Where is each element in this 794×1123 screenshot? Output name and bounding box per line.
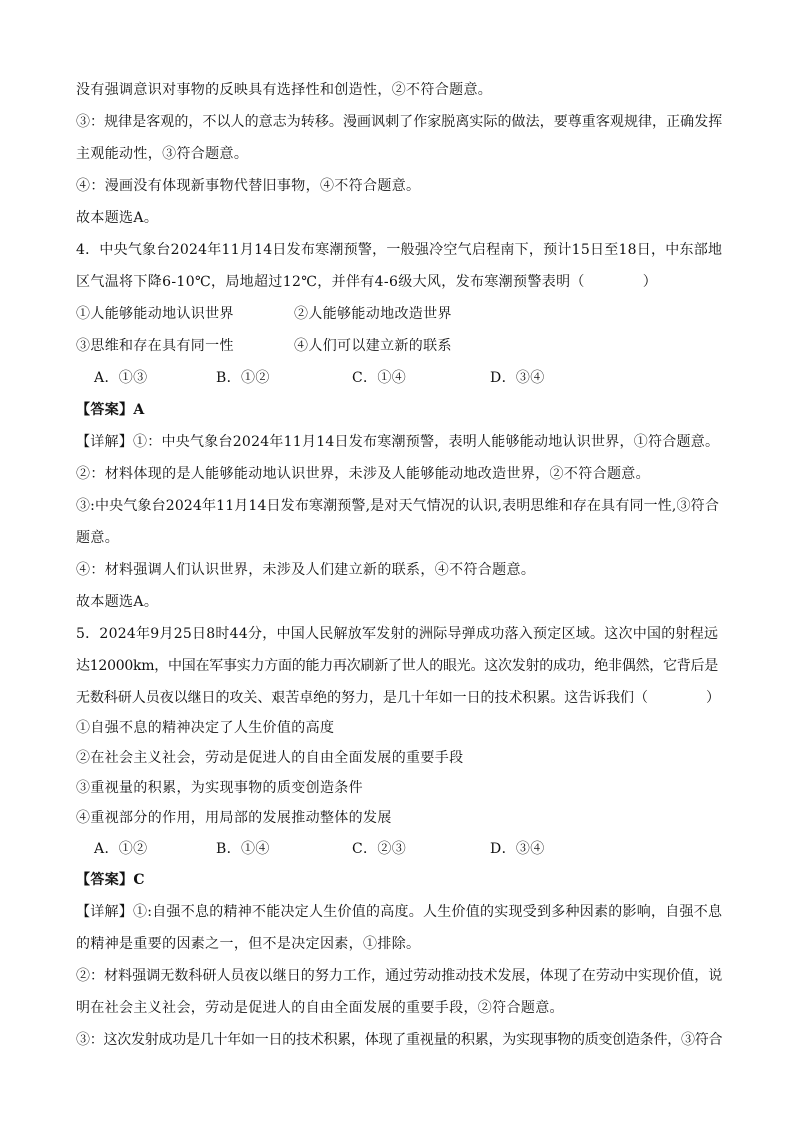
q5-option-b: B．①④	[216, 841, 270, 857]
q5-statement-4: ④重视部分的作用，用局部的发展推动整体的发展	[76, 810, 392, 826]
q4-statement-3: ③思维和存在具有同一性	[76, 338, 234, 354]
q5-detail-line-1: 【详解】①:自强不息的精神不能决定人生价值的高度。人生价值的实现受到多种因素的影响，自强不息	[76, 904, 723, 920]
q4-answer: 【答案】A	[76, 402, 145, 418]
q4-detail-line-1: 【详解】①：中央气象台2024年11月14日发布寒潮预警，表明人能够能动地认识世界，①符合题意。	[76, 434, 720, 450]
q5-stem-close: ）	[705, 690, 720, 706]
q4-option-c: C．①④	[352, 370, 407, 386]
q5-statement-2: ②在社会主义社会，劳动是促进人的自由全面发展的重要手段	[76, 750, 464, 766]
q5-stem-line-2: 达12000km，中国在军事实力方面的能力再次刷新了世人的眼光。这次发射的成功，绝非偶然，它背后是	[76, 658, 719, 674]
q5-option-a: A．①②	[94, 841, 148, 857]
q4-detail-line-3: ③:中央气象台2024年11月14日发布寒潮预警,是对天气情况的认识,表明思维和存在具有同一性,③符合	[76, 498, 719, 514]
prev-text-line-2: ③：规律是客观的，不以人的意志为转移。漫画讽刺了作家脱离实际的做法，要尊重客观规律，正确发挥	[76, 114, 723, 130]
q5-stem-text: 无数科研人员夜以继日的攻关、艰苦卓绝的努力，是几十年如一日的技术积累。这告诉我们（	[76, 690, 648, 706]
q5-stem-line-3	[76, 689, 720, 707]
q4-detail-line-2: ②：材料体现的是人能够能动地认识世界，未涉及人能够能动地改造世界，②不符合题意。	[76, 466, 650, 482]
q5-option-c: C．②③	[352, 841, 407, 857]
q4-option-b: B．①②	[216, 370, 270, 386]
q4-option-a: A．①③	[94, 370, 148, 386]
q5-detail-line-5: ③：这次发射成功是几十年如一日的技术积累，体现了重视量的积累，为实现事物的质变创造条件，③符合	[76, 1032, 723, 1048]
q4-stem-text: 区气温将下降6-10℃，局地超过12℃，并伴有4-6级大风，发布寒潮预警表明（	[76, 274, 585, 290]
q4-stem-close: ）	[642, 274, 658, 290]
q4-statement-1: ①人能够能动地认识世界	[76, 306, 234, 322]
prev-text-line-1: 没有强调意识对事物的反映具有选择性和创造性，②不符合题意。	[76, 82, 493, 98]
prev-text-line-3: 主观能动性，③符合题意。	[76, 146, 249, 162]
q5-answer: 【答案】C	[76, 872, 145, 888]
prev-text-line-4: ④：漫画没有体现新事物代替旧事物，④不符合题意。	[76, 178, 421, 194]
q5-detail-line-2: 的精神是重要的因素之一，但不是决定因素，①排除。	[76, 936, 421, 952]
q5-statement-3: ③重视量的积累，为实现事物的质变创造条件	[76, 780, 363, 796]
q5-detail-line-4: 明在社会主义社会，劳动是促进人的自由全面发展的重要手段，②符合题意。	[76, 1000, 564, 1016]
q4-detail-line-4: 题意。	[76, 530, 120, 546]
q4-statement-2: ②人能够能动地改造世界	[294, 306, 452, 322]
q5-option-d: D．③④	[490, 841, 545, 857]
q4-statement-4: ④人们可以建立新的联系	[294, 338, 452, 354]
q4-stem-line-1: 4．中央气象台2024年11月14日发布寒潮预警，一般强冷空气启程南下，预计15日至18日，中东部地	[76, 242, 723, 258]
q4-stem-line-2	[76, 273, 657, 291]
q4-detail-line-6: 故本题选A。	[76, 594, 159, 610]
q4-option-d: D．③④	[490, 370, 545, 386]
q5-stem-line-1: 5．2024年9月25日8时44分，中国人民解放军发射的洲际导弹成功落入预定区域。这次中国的射程远	[76, 626, 719, 642]
prev-text-line-5: 故本题选A。	[76, 210, 159, 226]
q5-statement-1: ①自强不息的精神决定了人生价值的高度	[76, 720, 335, 736]
q5-detail-line-3: ②：材料强调无数科研人员夜以继日的努力工作，通过劳动推动技术发展，体现了在劳动中实现价值，说	[76, 968, 723, 984]
q4-detail-line-5: ④：材料强调人们认识世界，未涉及人们建立新的联系，④不符合题意。	[76, 562, 536, 578]
